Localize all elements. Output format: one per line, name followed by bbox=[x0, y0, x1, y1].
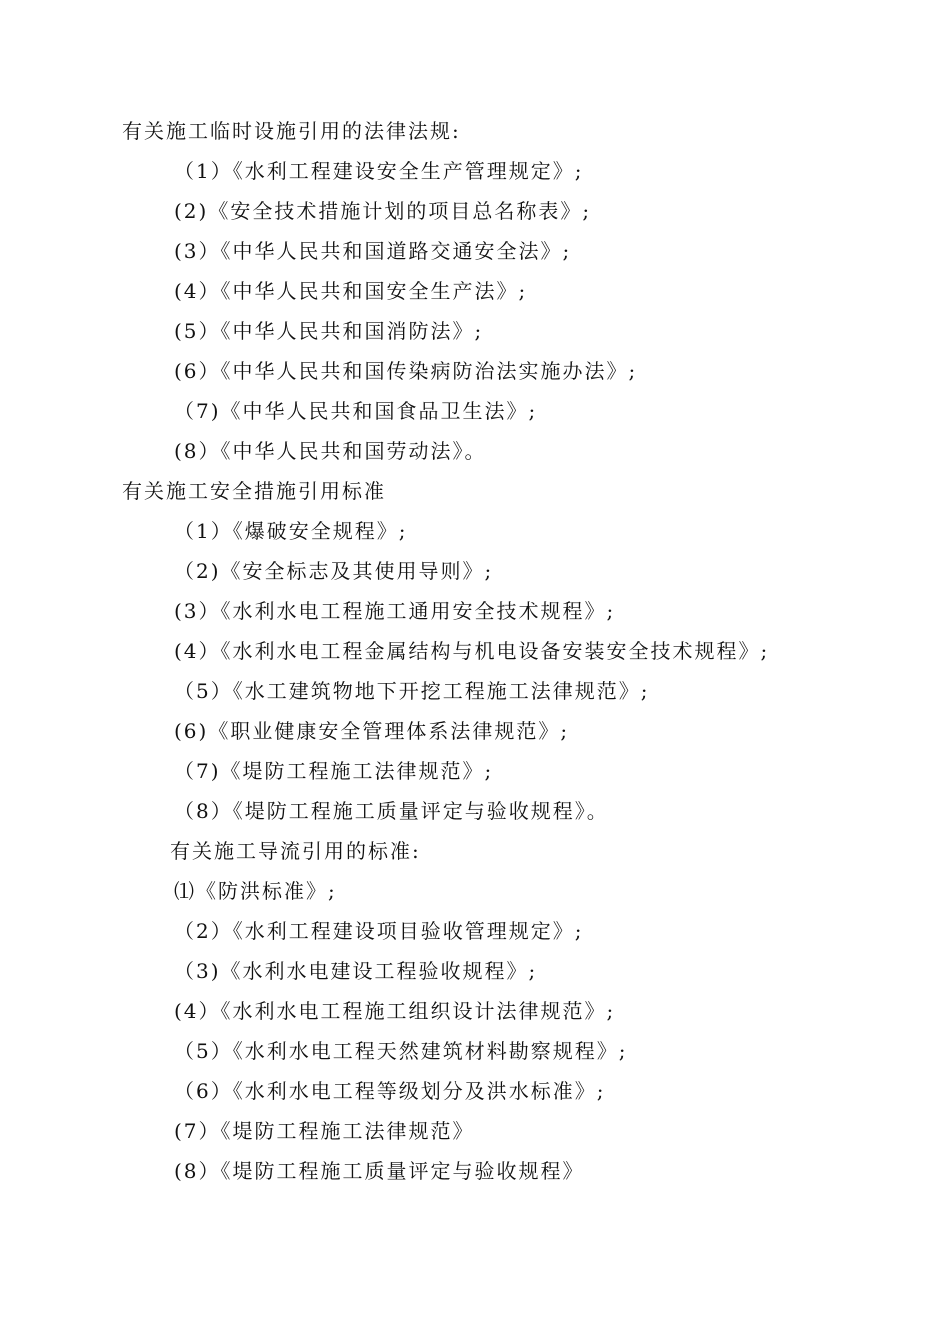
list-item: （8）《堤防工程施工质量评定与验收规程》。 bbox=[174, 799, 609, 823]
section-heading-temporary-facilities: 有关施工临时设施引用的法律法规: bbox=[122, 119, 461, 143]
list-item: （2)《安全标志及其使用导则》; bbox=[174, 559, 494, 583]
section-heading-construction-diversion: 有关施工导流引用的标准: bbox=[170, 839, 421, 863]
list-item: (4）《水利水电工程施工组织设计法律规范》; bbox=[174, 999, 616, 1023]
list-item: （2）《水利工程建设项目验收管理规定》; bbox=[174, 919, 584, 943]
list-item: (6)《职业健康安全管理体系法律规范》; bbox=[174, 719, 570, 743]
list-item: (4）《水利水电工程金属结构与机电设备安装安全技术规程》; bbox=[174, 639, 770, 663]
list-item: （1）《水利工程建设安全生产管理规定》; bbox=[174, 159, 584, 183]
list-item: (8）《中华人民共和国劳动法》。 bbox=[174, 439, 487, 463]
list-item: (8）《堤防工程施工质量评定与验收规程》 bbox=[174, 1159, 585, 1183]
list-item: （7)《堤防工程施工法律规范》; bbox=[174, 759, 494, 783]
list-item: （3)《水利水电建设工程验收规程》; bbox=[174, 959, 538, 983]
list-item: (3）《中华人民共和国道路交通安全法》; bbox=[174, 239, 572, 263]
section-heading-safety-measures: 有关施工安全措施引用标准 bbox=[122, 479, 386, 503]
list-item: (5）《中华人民共和国消防法》; bbox=[174, 319, 484, 343]
list-item: (2)《安全技术措施计划的项目总名称表》; bbox=[174, 199, 592, 223]
list-item: (3）《水利水电工程施工通用安全技术规程》; bbox=[174, 599, 616, 623]
list-item: （1）《爆破安全规程》; bbox=[174, 519, 408, 543]
list-item: （6）《水利水电工程等级划分及洪水标准》; bbox=[174, 1079, 606, 1103]
list-item: （5）《水工建筑物地下开挖工程施工法律规范》; bbox=[174, 679, 650, 703]
list-item: （7)《中华人民共和国食品卫生法》; bbox=[174, 399, 538, 423]
list-item: （5）《水利水电工程天然建筑材料勘察规程》; bbox=[174, 1039, 628, 1063]
list-item: (7）《堤防工程施工法律规范》 bbox=[174, 1119, 475, 1143]
list-item: (4）《中华人民共和国安全生产法》; bbox=[174, 279, 528, 303]
list-item: (6）《中华人民共和国传染病防治法实施办法》; bbox=[174, 359, 638, 383]
list-item: ⑴《防洪标准》; bbox=[174, 879, 337, 903]
